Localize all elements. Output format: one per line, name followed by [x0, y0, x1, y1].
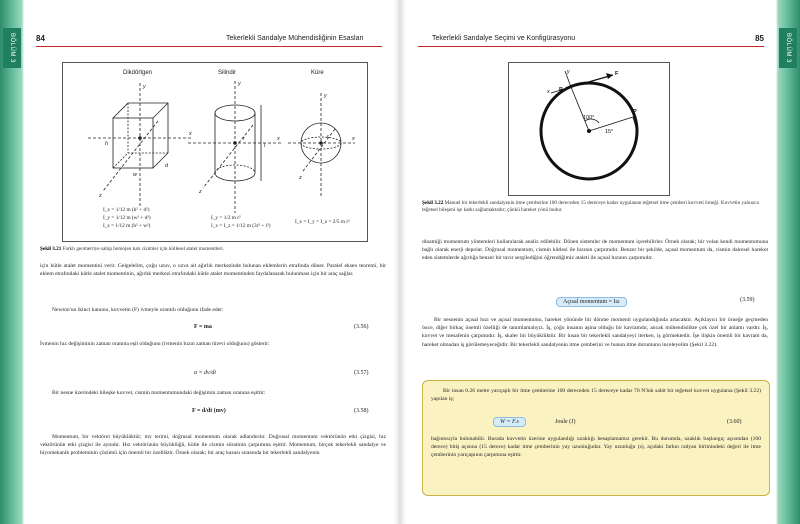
caption-3-22: Şekil 3.22 Manuel bir tekerlekli sandalyenin itme çemberine 100 dereceden 15 dereceye kadar uygulanan teğetsel itme çemberi kuvveti örneği. Kuvvetin yalnızca teğetsel bileşeni işe katkı sağlamaktadır; çünkü hareket yönü budur.	[422, 200, 759, 213]
example-paragraph-2: bağıntısıyla bulunabilir. Burada kuvvetin üzerine uygulandığı uzaklığı hesaplamamız gerekir. Bu durumda, uzaklık başlangıç açısından (100 derece) bitiş açısına (15 derece) kadar itme çemberinin yay uzunluğudur. Yay uzunluğu (s), açıdaki farkın radyan birimindeki değeri ile itme çemberinin yarıçapının çarpımına eşittir.	[431, 436, 761, 459]
svg-text:I_z = 1/12 m (h² + w²): I_z = 1/12 m (h² + w²)	[103, 223, 151, 229]
pushrim-diagram	[509, 63, 669, 195]
svg-text:x: x	[189, 131, 192, 137]
equation-3-59: Açısal momentum = Iω	[556, 297, 627, 307]
left-paragraph-5: Momentum, bir vektörel büyüklüktür; mv terimi, doğrusal momentum olarak adlandırılır. Doğrusal momentum vektörünün etki çizgisi, hız vektörünün etki çizgisi ile aynıdır. Hız vektörünün büyüklüğü, kütle ile cismin süratinin çarpımına eşittir. Momentum, birçok tekerlekli sandalye ve biyomekanik probleminin çözümü için önemli bir özelliktir. Örnek olarak; bir araç kazası sırasında bir tekerlekli sandalyenin	[40, 434, 386, 457]
label-sphere: Küre	[311, 70, 324, 76]
right-page	[406, 0, 776, 524]
svg-text:I_x = I_z = 1/12 m (3r² + l²): I_x = I_z = 1/12 m (3r² + l²)	[211, 223, 271, 229]
svg-text:x: x	[547, 89, 550, 95]
right-header-title: Tekerlekli Sandalye Seçimi ve Konfigürasyonu	[432, 35, 576, 42]
left-paragraph-3: İvmenin hız değişiminin zaman oranına eşit olduğunu (ivmenin hızın zaman türevi olduğunu) gösterir:	[40, 341, 270, 347]
svg-text:h: h	[105, 141, 109, 147]
inertia-diagram	[63, 63, 367, 241]
svg-text:r: r	[327, 134, 329, 140]
right-page-number: 85	[755, 34, 764, 43]
equation-number-3-56: (3.56)	[354, 324, 369, 330]
right-paragraph-1: dinamiği momentum yöntemleri kullanılarak analiz edilebilir. Dönen sistemler de momentum içerebilirler. Örnek olarak; bir volan kendi momentumuna bağlı olarak enerji depolar. Doğrusal momentum, cismin kütlesi ile hızının çarpımıdır. Benzer bir şekilde, açısal momentum da, cismin dairesel hareket eden sistemlerde ağırlığa benzer bir tavır sergilediğini öğrendiğimiz ataleti ile açısal hızının çarpımıdır.	[422, 239, 768, 262]
svg-text:x: x	[277, 136, 280, 142]
right-header	[418, 34, 764, 47]
svg-text:15°: 15°	[605, 129, 614, 135]
svg-text:I_y = 1/2 m r²: I_y = 1/2 m r²	[211, 215, 241, 221]
svg-text:I_y = 1/12 m (w² + d²): I_y = 1/12 m (w² + d²)	[103, 215, 151, 221]
equation-3-58: F = d/dt (mv)	[192, 408, 226, 414]
svg-text:l: l	[264, 143, 266, 149]
equation-number-3-60: (3.60)	[727, 419, 742, 425]
equation-number-3-59: (3.59)	[740, 297, 755, 303]
figure-3-22	[508, 62, 670, 196]
left-page-number: 84	[36, 34, 45, 43]
svg-text:y: y	[567, 69, 570, 75]
svg-text:r: r	[243, 136, 245, 142]
equation-number-3-57: (3.57)	[354, 370, 369, 376]
left-header-title: Tekerlekli Sandalye Mühendisliğinin Esasları	[226, 35, 364, 42]
left-paragraph-4: Bir nesne üzerindeki bileşke kuvvet, cismin momentumundaki değişimin zaman oranına eşittir:	[52, 390, 266, 396]
equation-3-56: F = ma	[194, 324, 212, 330]
example-paragraph-1: Bir insan 0.26 metre yarıçaplı bir itme çemberine 100 dereceden 15 dereceye kadar 70 N'luk sabit bir teğetsel kuvvet uygularsa (Şekil 3.22) yapılan iş;	[431, 388, 761, 403]
label-rectangle: Dikdörtgen	[123, 70, 153, 76]
svg-text:P: P	[559, 87, 563, 93]
svg-text:z: z	[299, 175, 302, 181]
svg-text:z: z	[99, 193, 102, 199]
box-shape	[88, 83, 193, 208]
equation-3-60-unit: Joule (J)	[555, 419, 576, 425]
left-header	[36, 34, 382, 47]
svg-text:w: w	[133, 172, 137, 178]
equation-3-60: W = F.s	[493, 417, 526, 427]
equation-number-3-58: (3.58)	[354, 408, 369, 414]
svg-text:z: z	[199, 189, 202, 195]
label-cylinder: Silindir	[218, 70, 237, 76]
equation-3-57: a = dv/dt	[194, 370, 217, 376]
chapter-tab-right: BÖLÜM 3	[779, 28, 797, 68]
svg-text:F: F	[615, 71, 619, 77]
svg-text:y: y	[143, 84, 146, 90]
svg-text:I_x = I_y = I_z = 2/5 m r²: I_x = I_y = I_z = 2/5 m r²	[295, 219, 350, 225]
sphere-shape	[288, 93, 355, 198]
svg-text:d: d	[165, 163, 169, 169]
left-page	[24, 0, 394, 524]
svg-text:100°: 100°	[583, 115, 595, 121]
chapter-tab-left: BÖLÜM 3	[3, 28, 21, 68]
svg-text:y: y	[238, 81, 241, 87]
left-paragraph-1: için kütle atalet momentini verir. Gelgelelim, çoğu uzuv, o uzva ait ağırlık merkezinde bulunan eklemlerin etrafında döner. Paralel eksen teoremi, bir eklem etrafındaki kütle atalet momentinin, ağırlık merkezi etrafındaki kütle atalet momentinden faydalanarak bulunması için bir araç sağlar.	[40, 263, 386, 278]
caption-3-21: Şekil 3.21 Farklı geometriye sahip homojen katı cisimler için kütlesel atalet momentleri.	[40, 246, 224, 252]
svg-text:P: P	[633, 109, 637, 115]
svg-text:x: x	[352, 136, 355, 142]
left-paragraph-2: Newton'un ikinci kanunu, kuvvetin (F) ivmeyle orantılı olduğunu ifade eder:	[52, 307, 224, 313]
figure-3-21	[62, 62, 368, 242]
book-gutter	[394, 0, 406, 524]
svg-text:y: y	[324, 93, 327, 99]
example-box	[422, 380, 770, 496]
cylinder-shape	[188, 81, 281, 213]
right-paragraph-2: Bir nesnenin açısal hızı ve açısal momentumu, hareket yönünde bir dönme momenti uygulandığında artacaktır. Açıklayıcı bir örneğe geçmeden önce, diğer birkaç önemli özelliği de tanımlamalıyız. İş, çoğu insanın aşina olduğu bir kavramdır, ancak mühendislikte çok özel bir anlamı vardır. İş, kuvvet ve mesafenin çarpımıdır. İş, skaler bir büyüklüktür. Bir insan bir tekerlekli sandalyeyi iterken, iş görmektedir. İşe ilişkin önemli bir kavram da, hareket olmadan iş görülemeyeceğidir. Bir tekerlekli sandalyenin itme çemberini ve bunun itme durumunu inceleyelim (Şekil 3.22).	[422, 317, 768, 348]
svg-text:I_x = 1/12 m (h² + d²): I_x = 1/12 m (h² + d²)	[103, 207, 150, 213]
